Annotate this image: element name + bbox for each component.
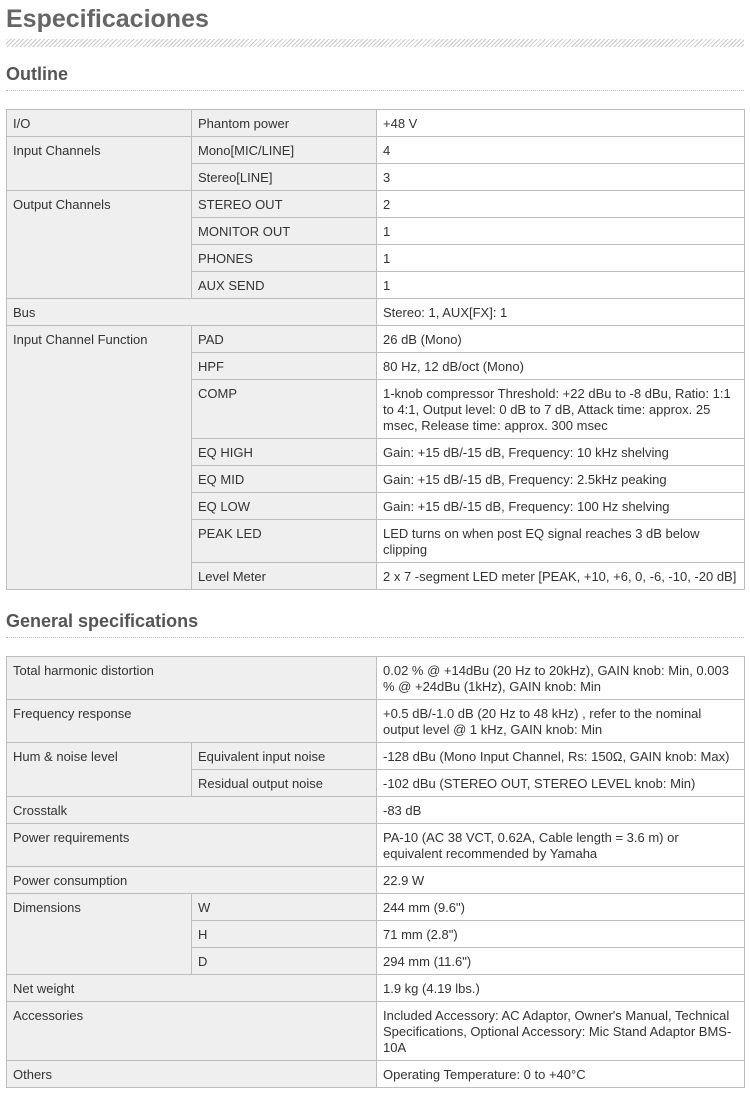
row-label: Power requirements (7, 824, 377, 867)
row-sublabel: Level Meter (192, 563, 377, 590)
row-label: I/O (7, 110, 192, 137)
row-sublabel: PEAK LED (192, 520, 377, 563)
row-value: Gain: +15 dB/-15 dB, Frequency: 10 kHz shelving (377, 439, 745, 466)
row-value: 26 dB (Mono) (377, 326, 745, 353)
row-label: Others (7, 1061, 377, 1088)
row-value: 22.9 W (377, 867, 745, 894)
row-label: Input Channel Function (7, 326, 192, 590)
row-sublabel: MONITOR OUT (192, 218, 377, 245)
row-value: PA-10 (AC 38 VCT, 0.62A, Cable length = 3.6 m) or equivalent recommended by Yamaha (377, 824, 745, 867)
table-row (7, 657, 745, 700)
row-label: Power consumption (7, 867, 377, 894)
row-sublabel: EQ HIGH (192, 439, 377, 466)
row-sublabel: EQ MID (192, 466, 377, 493)
row-sublabel: HPF (192, 353, 377, 380)
row-label: Dimensions (7, 894, 192, 975)
row-value: 1.9 kg (4.19 lbs.) (377, 975, 745, 1002)
table-row (7, 975, 745, 1002)
row-label: Output Channels (7, 191, 192, 299)
row-value: -83 dB (377, 797, 745, 824)
row-value: 244 mm (9.6") (377, 894, 745, 921)
table-row (7, 894, 745, 921)
table-row (7, 1061, 745, 1088)
row-sublabel: W (192, 894, 377, 921)
table-row (7, 326, 745, 353)
row-sublabel: COMP (192, 380, 377, 439)
general-title: General specifications (6, 611, 199, 631)
row-label: Input Channels (7, 137, 192, 191)
row-label: Bus (7, 299, 377, 326)
general-divider (6, 637, 744, 638)
row-value: +0.5 dB/-1.0 dB (20 Hz to 48 kHz) , refer to the nominal output level @ 1 kHz, GAIN knob: Min (377, 700, 745, 743)
row-value: 1 (377, 272, 745, 299)
table-row (7, 137, 745, 164)
row-sublabel: H (192, 921, 377, 948)
row-value: 294 mm (11.6") (377, 948, 745, 975)
row-label: Hum & noise level (7, 743, 192, 797)
row-sublabel: Residual output noise (192, 770, 377, 797)
row-value: 1 (377, 218, 745, 245)
row-sublabel: D (192, 948, 377, 975)
row-value: -102 dBu (STEREO OUT, STEREO LEVEL knob: Min) (377, 770, 745, 797)
row-value: Gain: +15 dB/-15 dB, Frequency: 2.5kHz peaking (377, 466, 745, 493)
row-value: Operating Temperature: 0 to +40°C (377, 1061, 745, 1088)
table-row (7, 700, 745, 743)
row-value: +48 V (377, 110, 745, 137)
row-sublabel: Mono[MIC/LINE] (192, 137, 377, 164)
row-value: 0.02 % @ +14dBu (20 Hz to 20kHz), GAIN knob: Min, 0.003 % @ +24dBu (1kHz), GAIN knob: Min (377, 657, 745, 700)
row-sublabel: PAD (192, 326, 377, 353)
row-label: Net weight (7, 975, 377, 1002)
row-sublabel: Equivalent input noise (192, 743, 377, 770)
row-sublabel: STEREO OUT (192, 191, 377, 218)
row-value: 2 x 7 -segment LED meter [PEAK, +10, +6, 0, -6, -10, -20 dB] (377, 563, 745, 590)
table-row (7, 867, 745, 894)
row-value: LED turns on when post EQ signal reaches 3 dB below clipping (377, 520, 745, 563)
row-value: -128 dBu (Mono Input Channel, Rs: 150Ω, GAIN knob: Max) (377, 743, 745, 770)
row-value: 2 (377, 191, 745, 218)
table-row (7, 797, 745, 824)
title-divider (6, 39, 744, 47)
table-row (7, 110, 745, 137)
row-value: 3 (377, 164, 745, 191)
table-row (7, 743, 745, 770)
general-table (6, 656, 745, 1088)
row-value: Gain: +15 dB/-15 dB, Frequency: 100 Hz shelving (377, 493, 745, 520)
row-sublabel: PHONES (192, 245, 377, 272)
table-row (7, 824, 745, 867)
row-value: Stereo: 1, AUX[FX]: 1 (377, 299, 745, 326)
table-row (7, 191, 745, 218)
outline-title: Outline (6, 64, 68, 84)
row-value: Included Accessory: AC Adaptor, Owner's Manual, Technical Specifications, Optional Accessory: Mic Stand Adaptor BMS-10A (377, 1002, 745, 1061)
outline-divider (6, 90, 744, 91)
table-row (7, 1002, 745, 1061)
table-row (7, 299, 745, 326)
row-label: Accessories (7, 1002, 377, 1061)
row-value: 1-knob compressor Threshold: +22 dBu to -8 dBu, Ratio: 1:1 to 4:1, Output level: 0 dB to 7 dB, Attack time: approx. 25 msec, Release time: approx. 300 msec (377, 380, 745, 439)
row-value: 80 Hz, 12 dB/oct (Mono) (377, 353, 745, 380)
page-title: Especificaciones (6, 5, 209, 33)
row-sublabel: AUX SEND (192, 272, 377, 299)
outline-table (6, 109, 745, 590)
row-value: 1 (377, 245, 745, 272)
row-value: 4 (377, 137, 745, 164)
row-label: Frequency response (7, 700, 377, 743)
row-sublabel: Stereo[LINE] (192, 164, 377, 191)
row-value: 71 mm (2.8") (377, 921, 745, 948)
row-sublabel: EQ LOW (192, 493, 377, 520)
row-label: Crosstalk (7, 797, 377, 824)
row-sublabel: Phantom power (192, 110, 377, 137)
row-label: Total harmonic distortion (7, 657, 377, 700)
